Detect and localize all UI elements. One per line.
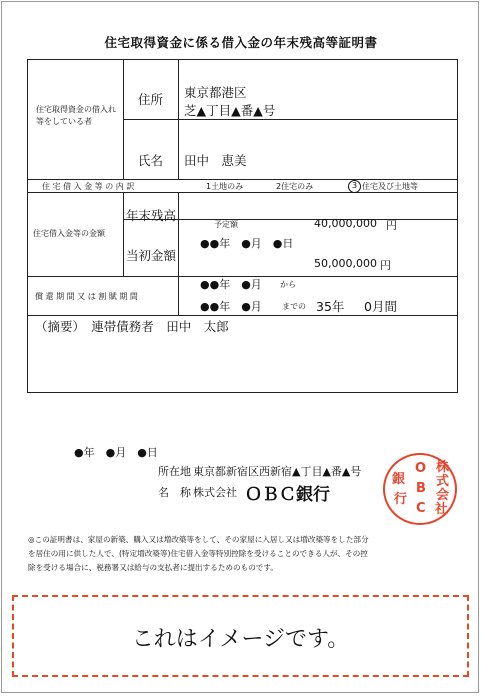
name-label: 氏名 [138,153,164,168]
seal-char: 銀 [392,472,406,487]
year-end-value: 40,000,000 [314,217,377,230]
loan-type-option1: 1土地のみ [206,182,244,191]
loan-type-option3-num: 3 [352,181,358,190]
issue-date: ●年 ●月 ●日 [74,446,158,459]
footnote-line2: を居住の用に供した人で、(特定増改築等)住宅借入金等特別控除を受けることのできる人が、その控 [28,549,368,558]
initial-value: 50,000,000 [314,257,377,270]
loan-type-option3: 住宅及び土地等 [362,182,418,191]
issuer-company-prefix: 株式会社 [193,486,237,499]
period-months: 0月間 [364,299,397,314]
seal-char: B [416,481,426,496]
image-notice-text: これはイメージです。 [131,627,350,652]
loan-type-label: 住 宅 借 入 金 等 の 内 訳 [42,182,135,191]
document-title: 住宅取得資金に係る借入金の年末残高等証明書 [104,35,378,50]
row-divider [28,315,457,316]
address-label: 住所 [138,92,164,107]
row-divider [28,179,457,180]
footnote-line1: ◎この証明書は、家屋の新築、購入又は増改築等をして、その家屋に入居し又は増改築等をした部分 [28,535,369,544]
period-from-suffix: から [280,280,296,289]
borrower-name: 田中 恵美 [184,153,247,168]
footnote-line3: 除を受ける場合に、税務署又は給与の支払者に提出するためのものです。 [28,563,278,572]
image-notice-box [12,595,469,677]
initial-amount-label: 当初金額 [126,248,177,263]
period-years: 35年 [316,299,345,314]
year-end-prefix: 予定額 [214,220,238,229]
certificate-form [27,59,458,393]
period-to-mid: までの [282,302,306,311]
issuer-address: 東京都新宿区西新宿▲丁目▲番▲号 [193,465,362,478]
company-seal [383,453,457,525]
initial-date: ●●年 ●月 ●日 [200,237,294,250]
remarks: （摘要） 連帯債務者 田中 太郎 [35,319,229,334]
loan-type-option2: 2住宅のみ [276,182,314,191]
seal-char: 行 [394,492,408,507]
issuer-company-name: ＯＢＣ銀行 [245,485,330,505]
seal-char: O [415,461,427,476]
col-divider [123,192,124,276]
period-label: 償 還 期 間 又 は 割 賦 期 間 [35,292,138,301]
yen-unit: 円 [380,259,391,272]
period-from-date: ●●年 ●月 [200,278,262,291]
col-divider [178,60,179,179]
seal-char: 式 [436,474,450,489]
issuer-name-label: 名 称 [158,486,191,499]
col-divider [123,60,124,179]
row-divider [123,119,457,120]
seal-char: 社 [435,502,449,517]
col-divider [178,192,179,316]
borrower-label-line1: 住宅取得資金の借入れ等をしている者 [36,105,116,126]
issuer-address-label: 所在地 [158,465,191,478]
amount-label: 住宅借入金等の金額 [33,229,105,238]
seal-char: C [416,501,426,516]
seal-char: 会 [436,488,450,503]
seal-char: 株 [436,460,450,475]
row-divider [28,192,457,193]
address-line1: 東京都港区 [184,85,247,100]
year-end-balance-label: 年末残高 [126,208,177,223]
period-to-date: ●●年 ●月 [200,300,262,313]
address-line2: 芝▲丁目▲番▲号 [184,103,276,118]
yen-unit: 円 [386,219,397,232]
